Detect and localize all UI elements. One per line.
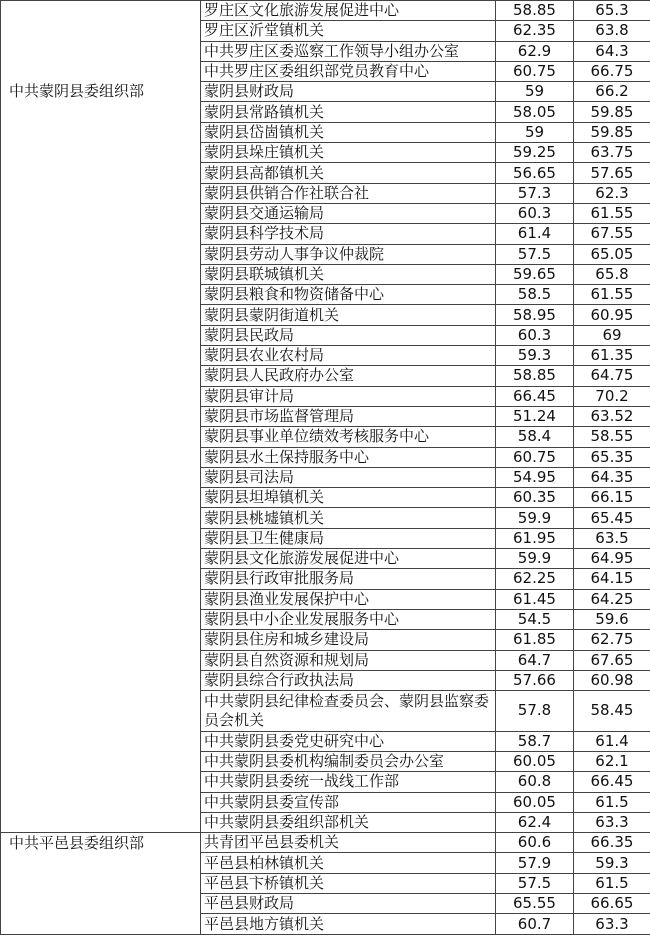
org-cell (1, 21, 201, 41)
unit-name: 中共罗庄区委巡察工作领导小组办公室 (201, 41, 496, 61)
org-cell (1, 224, 201, 244)
table-row (1, 873, 650, 893)
table-row (1, 589, 650, 609)
table-row (1, 102, 650, 122)
org-cell (1, 203, 201, 223)
table-row (1, 427, 650, 447)
written-score: 54.95 (496, 467, 574, 487)
table-row (1, 731, 650, 751)
written-score: 57.3 (496, 183, 574, 203)
written-score: 59 (496, 82, 574, 102)
written-score: 61.95 (496, 528, 574, 548)
unit-name: 蒙阴县市场监督管理局 (201, 406, 496, 426)
table-body (1, 1, 650, 935)
table-row (1, 447, 650, 467)
table-row (1, 812, 650, 832)
unit-name: 平邑县地方镇机关 (201, 914, 496, 934)
table-row (1, 853, 650, 873)
org-cell (1, 488, 201, 508)
table-row (1, 528, 650, 548)
written-score: 57.8 (496, 691, 574, 732)
org-cell (1, 508, 201, 528)
org-cell (1, 812, 201, 832)
unit-name: 蒙阴县自然资源和规划局 (201, 650, 496, 670)
written-score: 58.05 (496, 102, 574, 122)
unit-name: 蒙阴县文化旅游发展促进中心 (201, 549, 496, 569)
total-score: 63.52 (574, 406, 650, 426)
table-row (1, 488, 650, 508)
unit-name: 蒙阴县常路镇机关 (201, 102, 496, 122)
org-cell (1, 751, 201, 771)
total-score: 61.35 (574, 346, 650, 366)
unit-name: 蒙阴县住房和城乡建设局 (201, 630, 496, 650)
table-row (1, 163, 650, 183)
written-score: 57.5 (496, 873, 574, 893)
org-cell (1, 691, 201, 732)
org-cell (1, 873, 201, 893)
unit-name: 蒙阴县民政局 (201, 325, 496, 345)
table-row (1, 325, 650, 345)
written-score: 58.4 (496, 427, 574, 447)
org-cell (1, 427, 201, 447)
unit-name: 蒙阴县卫生健康局 (201, 528, 496, 548)
org-cell (1, 264, 201, 284)
total-score: 64.95 (574, 549, 650, 569)
unit-name: 蒙阴县岱崮镇机关 (201, 122, 496, 142)
written-score: 59.3 (496, 346, 574, 366)
table-row (1, 406, 650, 426)
unit-name: 蒙阴县事业单位绩效考核服务中心 (201, 427, 496, 447)
total-score: 66.65 (574, 894, 650, 914)
written-score: 60.75 (496, 447, 574, 467)
written-score: 58.5 (496, 285, 574, 305)
unit-name: 蒙阴县垛庄镇机关 (201, 143, 496, 163)
table-row (1, 21, 650, 41)
total-score: 67.65 (574, 650, 650, 670)
org-cell (1, 41, 201, 61)
table-row (1, 244, 650, 264)
unit-name: 中共蒙阴县委党史研究中心 (201, 731, 496, 751)
unit-name: 蒙阴县综合行政执法局 (201, 670, 496, 690)
unit-name: 平邑县财政局 (201, 894, 496, 914)
written-score: 61.45 (496, 589, 574, 609)
table-row (1, 203, 650, 223)
written-score: 60.3 (496, 203, 574, 223)
unit-name: 蒙阴县人民政府办公室 (201, 366, 496, 386)
org-cell (1, 792, 201, 812)
unit-name: 罗庄区文化旅游发展促进中心 (201, 1, 496, 21)
written-score: 57.9 (496, 853, 574, 873)
table-row (1, 914, 650, 934)
total-score: 64.3 (574, 41, 650, 61)
total-score: 59.85 (574, 122, 650, 142)
written-score: 62.9 (496, 41, 574, 61)
total-score: 63.5 (574, 528, 650, 548)
written-score: 60.35 (496, 488, 574, 508)
total-score: 63.8 (574, 21, 650, 41)
written-score: 60.7 (496, 914, 574, 934)
total-score: 69 (574, 325, 650, 345)
unit-name: 蒙阴县中小企业发展服务中心 (201, 609, 496, 629)
org-cell (1, 305, 201, 325)
table-row (1, 366, 650, 386)
org-name: 中共平邑县委组织部 (1, 833, 201, 853)
table-row (1, 224, 650, 244)
written-score: 60.05 (496, 751, 574, 771)
table-row (1, 264, 650, 284)
table-row (1, 346, 650, 366)
org-cell (1, 102, 201, 122)
unit-name: 蒙阴县联城镇机关 (201, 264, 496, 284)
table-row (1, 305, 650, 325)
unit-name: 共青团平邑县委机关 (201, 833, 496, 853)
table-row (1, 609, 650, 629)
table-row (1, 569, 650, 589)
unit-name: 蒙阴县司法局 (201, 467, 496, 487)
table-row (1, 650, 650, 670)
total-score: 61.5 (574, 873, 650, 893)
org-cell (1, 183, 201, 203)
written-score: 59.65 (496, 264, 574, 284)
org-cell (1, 346, 201, 366)
total-score: 57.65 (574, 163, 650, 183)
unit-name: 蒙阴县审计局 (201, 386, 496, 406)
written-score: 62.35 (496, 21, 574, 41)
unit-name: 蒙阴县蒙阴街道机关 (201, 305, 496, 325)
table-row (1, 386, 650, 406)
org-cell (1, 386, 201, 406)
total-score: 60.95 (574, 305, 650, 325)
written-score: 57.5 (496, 244, 574, 264)
total-score: 64.15 (574, 569, 650, 589)
table-row (1, 143, 650, 163)
table-row (1, 833, 650, 853)
org-cell (1, 163, 201, 183)
written-score: 64.7 (496, 650, 574, 670)
unit-name: 蒙阴县粮食和物资储备中心 (201, 285, 496, 305)
total-score: 66.35 (574, 833, 650, 853)
total-score: 66.45 (574, 772, 650, 792)
table-row (1, 772, 650, 792)
table-row (1, 670, 650, 690)
unit-name: 平邑县卞桥镇机关 (201, 873, 496, 893)
unit-name: 蒙阴县劳动人事争议仲裁院 (201, 244, 496, 264)
written-score: 58.95 (496, 305, 574, 325)
table-row (1, 508, 650, 528)
table-row (1, 1, 650, 21)
written-score: 59.9 (496, 508, 574, 528)
org-cell (1, 670, 201, 690)
total-score: 61.55 (574, 285, 650, 305)
unit-name: 蒙阴县财政局 (201, 82, 496, 102)
table-row (1, 61, 650, 81)
written-score: 65.55 (496, 894, 574, 914)
written-score: 59 (496, 122, 574, 142)
org-cell (1, 467, 201, 487)
org-cell (1, 630, 201, 650)
table-row (1, 285, 650, 305)
table-row (1, 894, 650, 914)
total-score: 62.75 (574, 630, 650, 650)
written-score: 66.45 (496, 386, 574, 406)
unit-name: 蒙阴县水土保持服务中心 (201, 447, 496, 467)
org-cell (1, 853, 201, 873)
unit-name: 罗庄区沂堂镇机关 (201, 21, 496, 41)
table-row (1, 751, 650, 771)
unit-name: 平邑县柏林镇机关 (201, 853, 496, 873)
total-score: 60.98 (574, 670, 650, 690)
written-score: 60.6 (496, 833, 574, 853)
written-score: 60.8 (496, 772, 574, 792)
total-score: 59.85 (574, 102, 650, 122)
table-row (1, 792, 650, 812)
written-score: 58.7 (496, 731, 574, 751)
unit-name: 蒙阴县农业农村局 (201, 346, 496, 366)
table-row (1, 122, 650, 142)
total-score: 65.8 (574, 264, 650, 284)
unit-name: 蒙阴县坦埠镇机关 (201, 488, 496, 508)
org-cell (1, 569, 201, 589)
total-score: 65.05 (574, 244, 650, 264)
org-cell (1, 244, 201, 264)
org-cell (1, 772, 201, 792)
org-cell (1, 122, 201, 142)
table-row (1, 630, 650, 650)
unit-name: 中共罗庄区委组织部党员教育中心 (201, 61, 496, 81)
org-cell (1, 650, 201, 670)
org-cell (1, 731, 201, 751)
unit-name: 中共蒙阴县委统一战线工作部 (201, 772, 496, 792)
unit-name: 中共蒙阴县纪律检查委员会、蒙阴县监察委员会机关 (201, 691, 496, 732)
org-cell (1, 285, 201, 305)
org-cell (1, 366, 201, 386)
org-cell (1, 894, 201, 914)
table-row (1, 41, 650, 61)
written-score: 54.5 (496, 609, 574, 629)
total-score: 64.35 (574, 467, 650, 487)
written-score: 61.85 (496, 630, 574, 650)
written-score: 61.4 (496, 224, 574, 244)
total-score: 66.2 (574, 82, 650, 102)
total-score: 70.2 (574, 386, 650, 406)
written-score: 62.4 (496, 812, 574, 832)
unit-name: 蒙阴县行政审批服务局 (201, 569, 496, 589)
total-score: 65.3 (574, 1, 650, 21)
unit-name: 蒙阴县渔业发展保护中心 (201, 589, 496, 609)
total-score: 61.55 (574, 203, 650, 223)
total-score: 58.55 (574, 427, 650, 447)
total-score: 63.3 (574, 812, 650, 832)
total-score: 63.3 (574, 914, 650, 934)
written-score: 51.24 (496, 406, 574, 426)
total-score: 58.45 (574, 691, 650, 732)
total-score: 63.75 (574, 143, 650, 163)
total-score: 66.15 (574, 488, 650, 508)
total-score: 61.4 (574, 731, 650, 751)
table-row (1, 467, 650, 487)
written-score: 58.85 (496, 366, 574, 386)
org-cell (1, 589, 201, 609)
total-score: 65.35 (574, 447, 650, 467)
table-row (1, 691, 650, 732)
written-score: 56.65 (496, 163, 574, 183)
unit-name: 蒙阴县科学技术局 (201, 224, 496, 244)
org-cell (1, 914, 201, 934)
unit-name: 中共蒙阴县委宣传部 (201, 792, 496, 812)
unit-name: 中共蒙阴县委组织部机关 (201, 812, 496, 832)
org-cell (1, 528, 201, 548)
total-score: 61.5 (574, 792, 650, 812)
org-cell (1, 143, 201, 163)
unit-name: 蒙阴县供销合作社联合社 (201, 183, 496, 203)
total-score: 62.3 (574, 183, 650, 203)
total-score: 64.25 (574, 589, 650, 609)
org-cell (1, 609, 201, 629)
org-cell (1, 549, 201, 569)
total-score: 59.6 (574, 609, 650, 629)
total-score: 66.75 (574, 61, 650, 81)
org-cell (1, 1, 201, 21)
org-cell (1, 325, 201, 345)
unit-name: 蒙阴县高都镇机关 (201, 163, 496, 183)
org-cell (1, 406, 201, 426)
written-score: 60.75 (496, 61, 574, 81)
written-score: 59.9 (496, 549, 574, 569)
written-score: 60.05 (496, 792, 574, 812)
written-score: 60.3 (496, 325, 574, 345)
written-score: 59.25 (496, 143, 574, 163)
total-score: 65.45 (574, 508, 650, 528)
table-row (1, 82, 650, 102)
table-row (1, 183, 650, 203)
written-score: 58.85 (496, 1, 574, 21)
total-score: 64.75 (574, 366, 650, 386)
unit-name: 蒙阴县桃墟镇机关 (201, 508, 496, 528)
total-score: 62.1 (574, 751, 650, 771)
unit-name: 中共蒙阴县委机构编制委员会办公室 (201, 751, 496, 771)
table-row (1, 549, 650, 569)
total-score: 67.55 (574, 224, 650, 244)
org-cell (1, 447, 201, 467)
written-score: 57.66 (496, 670, 574, 690)
written-score: 62.25 (496, 569, 574, 589)
org-cell (1, 61, 201, 81)
org-name: 中共蒙阴县委组织部 (1, 82, 201, 102)
unit-name: 蒙阴县交通运输局 (201, 203, 496, 223)
total-score: 59.3 (574, 853, 650, 873)
